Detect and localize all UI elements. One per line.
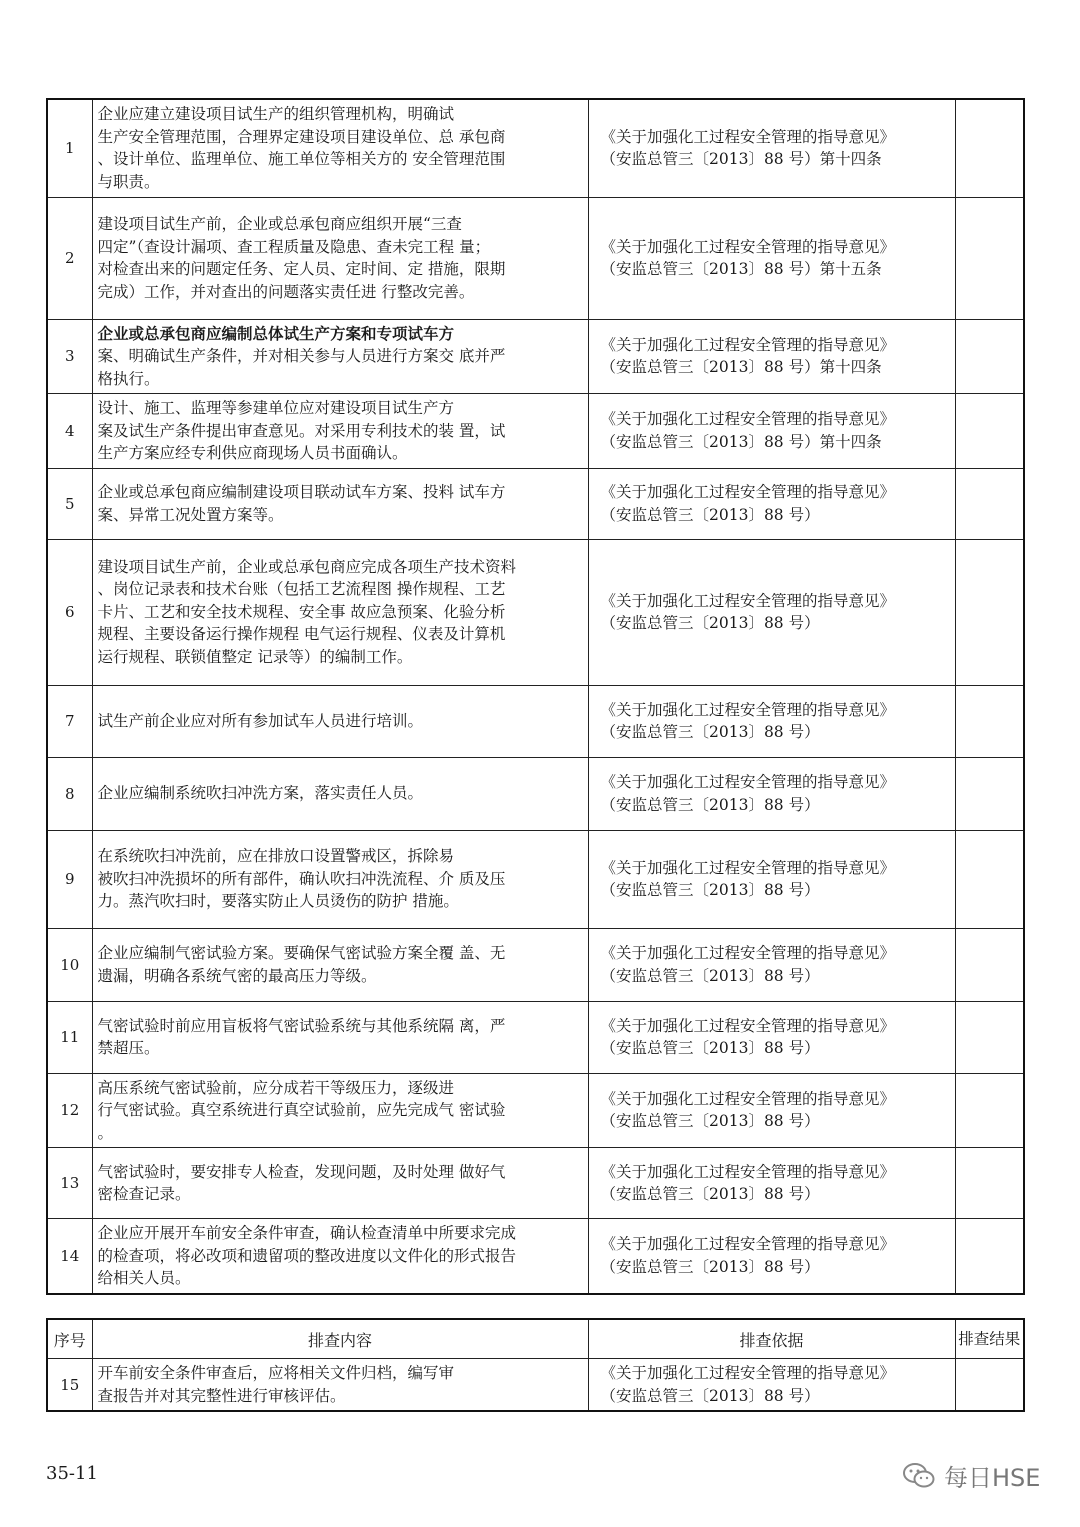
row-result[interactable] xyxy=(955,1219,1024,1294)
row-number: 9 xyxy=(47,830,92,928)
row-content xyxy=(92,685,588,757)
basis-line: （安监总管三〔2013〕88 号） xyxy=(600,1386,820,1405)
content-line: 生产方案应经专利供应商现场人员书面确认。 xyxy=(97,444,408,462)
content-line: 运行规程、联锁值整定 记录等）的编制工作。 xyxy=(97,647,413,666)
row-result[interactable] xyxy=(955,1001,1024,1073)
row-result[interactable] xyxy=(955,685,1024,757)
row-basis xyxy=(588,468,955,539)
content-line: 建设项目试生产前，企业或总承包商应组织开展“三查 xyxy=(97,215,462,233)
table-row xyxy=(47,1001,1024,1073)
basis-line: （安监总管三〔2013〕88 号） xyxy=(600,966,820,985)
content-line: 力。蒸汽吹扫时，要落实防止人员烫伤的防护 措施。 xyxy=(97,892,459,911)
content-line: 生产安全管理范围，合理界定建设项目建设单位、总 承包商 xyxy=(97,127,506,146)
row-result[interactable] xyxy=(955,319,1024,394)
row-content xyxy=(92,830,588,928)
row-basis xyxy=(588,394,955,469)
row-content xyxy=(92,1073,588,1148)
basis-line: 《关于加强化工过程安全管理的指导意见》 xyxy=(600,1364,896,1382)
row-number: 8 xyxy=(47,757,92,830)
table-row xyxy=(47,1219,1024,1294)
watermark-text: 每日HSE xyxy=(944,1464,1041,1492)
header-content: 排查内容 xyxy=(92,1319,588,1359)
basis-line: 《关于加强化工过程安全管理的指导意见》 xyxy=(600,335,896,354)
row-content xyxy=(92,1359,588,1412)
basis-line: （安监总管三〔2013〕88 号） xyxy=(600,614,820,632)
basis-line: 《关于加强化工过程安全管理的指导意见》 xyxy=(600,858,896,877)
content-line: 在系统吹扫冲洗前，应在排放口设置警戒区，拆除易 xyxy=(97,847,455,866)
basis-line: （安监总管三〔2013〕88 号）第十四条 xyxy=(600,358,882,377)
table-row xyxy=(47,539,1024,685)
content-line: 、设计单位、监理单位、施工单位等相关方的 安全管理范围 xyxy=(97,150,506,169)
basis-line: （安监总管三〔2013〕88 号） xyxy=(600,723,820,741)
row-basis xyxy=(588,1001,955,1073)
header-basis: 排查依据 xyxy=(588,1319,955,1359)
content-line: 企业应编制气密试验方案。要确保气密试验方案全覆 盖、无 xyxy=(97,944,506,962)
basis-line: （安监总管三〔2013〕88 号）第十四条 xyxy=(600,432,882,451)
content-line: 、岗位记录表和技术台账（包括工艺流程图 操作规程、工艺 xyxy=(97,580,506,599)
row-basis xyxy=(588,1219,955,1294)
page-number: 35-11 xyxy=(46,1463,98,1484)
content-line: 开车前安全条件审查后，应将相关文件归档，编写审 xyxy=(97,1364,455,1382)
table-row xyxy=(47,319,1024,394)
basis-line: 《关于加强化工过程安全管理的指导意见》 xyxy=(600,1089,896,1108)
content-line: 案、明确试生产条件，并对相关参与人员进行方案交 底并严 xyxy=(97,347,506,365)
content-line: 格执行。 xyxy=(97,369,160,388)
row-content xyxy=(92,539,588,685)
content-line: 遗漏，明确各系统气密的最高压力等级。 xyxy=(97,966,377,985)
header-number: 序号 xyxy=(47,1319,92,1359)
row-number: 7 xyxy=(47,685,92,757)
content-line: 完成）工作，并对查出的问题落实责任进 行整改完善。 xyxy=(97,282,475,301)
row-result[interactable] xyxy=(955,468,1024,539)
table-row xyxy=(47,830,1024,928)
content-line: 气密试验时，要安排专人检查，发现问题，及时处理 做好气 xyxy=(97,1162,506,1181)
content-line: 卡片、工艺和安全技术规程、安全事 故应急预案、化验分析 xyxy=(97,602,506,621)
content-line: 企业或总承包商应编制建设项目联动试车方案、投料 试车方 xyxy=(97,483,506,501)
table-row xyxy=(47,197,1024,319)
content-line: 企业应开展开车前安全条件审查，确认检查清单中所要求完成 xyxy=(97,1224,517,1242)
header-result: 排查结果 xyxy=(955,1319,1024,1359)
row-number: 5 xyxy=(47,468,92,539)
content-line: 规程、主要设备运行操作规程 电气运行规程、仪表及计算机 xyxy=(97,625,506,644)
row-content xyxy=(92,1148,588,1219)
row-number: 12 xyxy=(47,1073,92,1148)
checklist-table-continued xyxy=(46,1318,1025,1412)
row-basis xyxy=(588,99,955,197)
row-result[interactable] xyxy=(955,928,1024,1001)
row-number: 11 xyxy=(47,1001,92,1073)
row-content xyxy=(92,1001,588,1073)
row-content xyxy=(92,319,588,394)
table-row xyxy=(47,1359,1024,1412)
row-number: 4 xyxy=(47,394,92,469)
content-line: 高压系统气密试验前，应分成若干等级压力，逐级进 xyxy=(97,1078,455,1097)
row-basis xyxy=(588,1073,955,1148)
basis-line: （安监总管三〔2013〕88 号） xyxy=(600,1185,820,1203)
row-basis xyxy=(588,197,955,319)
checklist-table xyxy=(46,98,1025,1295)
row-content xyxy=(92,468,588,539)
watermark xyxy=(902,1458,1040,1493)
row-basis xyxy=(588,830,955,928)
basis-line: 《关于加强化工过程安全管理的指导意见》 xyxy=(600,591,896,610)
table-row xyxy=(47,685,1024,757)
row-number: 13 xyxy=(47,1148,92,1219)
table-row xyxy=(47,394,1024,469)
content-line: 被吹扫冲洗损坏的所有部件，确认吹扫冲洗流程、介 质及压 xyxy=(97,869,506,888)
table-row xyxy=(47,1148,1024,1219)
table-row xyxy=(47,99,1024,197)
basis-line: （安监总管三〔2013〕88 号） xyxy=(600,795,820,814)
basis-line: 《关于加强化工过程安全管理的指导意见》 xyxy=(600,483,896,501)
row-result[interactable] xyxy=(955,99,1024,197)
table-row xyxy=(47,468,1024,539)
content-line: 的检查项，将必改项和遗留项的整改进度以文件化的形式报告 xyxy=(97,1246,517,1265)
content-line: 企业或总承包商应编制总体试生产方案和专项试车方 xyxy=(97,323,455,343)
basis-line: 《关于加强化工过程安全管理的指导意见》 xyxy=(600,410,896,429)
basis-line: 《关于加强化工过程安全管理的指导意见》 xyxy=(600,1016,896,1035)
table-row xyxy=(47,757,1024,830)
row-number: 14 xyxy=(47,1219,92,1294)
row-basis xyxy=(588,757,955,830)
row-result[interactable] xyxy=(955,1359,1024,1412)
basis-line: 《关于加强化工过程安全管理的指导意见》 xyxy=(600,237,896,256)
basis-line: （安监总管三〔2013〕88 号）第十五条 xyxy=(600,260,882,278)
row-result[interactable] xyxy=(955,830,1024,928)
row-number: 10 xyxy=(47,928,92,1001)
row-number: 1 xyxy=(47,99,92,197)
content-line: 案及试生产条件提出审查意见。对采用专利技术的装 置，试 xyxy=(97,421,506,440)
row-content xyxy=(92,394,588,469)
content-line: 试生产前企业应对所有参加试车人员进行培训。 xyxy=(97,711,424,730)
basis-line: （安监总管三〔2013〕88 号） xyxy=(600,505,820,524)
row-number: 3 xyxy=(47,319,92,394)
basis-line: 《关于加强化工过程安全管理的指导意见》 xyxy=(600,700,896,719)
row-number: 15 xyxy=(47,1359,92,1412)
row-result[interactable] xyxy=(955,197,1024,319)
content-line: 案、异常工况处置方案等。 xyxy=(97,505,284,524)
row-basis xyxy=(588,1359,955,1412)
content-line: 与职责。 xyxy=(97,172,160,191)
wechat-icon xyxy=(902,1461,936,1491)
content-line: 禁超压。 xyxy=(97,1039,160,1057)
row-basis xyxy=(588,319,955,394)
content-line: 行气密试验。真空系统进行真空试验前，应先完成气 密试验 xyxy=(97,1101,506,1119)
row-result[interactable] xyxy=(955,1148,1024,1219)
header-row xyxy=(47,1319,1024,1359)
basis-line: （安监总管三〔2013〕88 号） xyxy=(600,1112,820,1131)
row-basis xyxy=(588,539,955,685)
basis-line: 《关于加强化工过程安全管理的指导意见》 xyxy=(600,127,896,146)
content-line: 企业应编制系统吹扫冲洗方案，落实责任人员。 xyxy=(97,784,424,803)
basis-line: （安监总管三〔2013〕88 号）第十四条 xyxy=(600,150,882,169)
row-content xyxy=(92,99,588,197)
row-result[interactable] xyxy=(955,394,1024,469)
row-basis xyxy=(588,685,955,757)
row-content xyxy=(92,928,588,1001)
content-line: 密检查记录。 xyxy=(97,1185,191,1203)
row-basis xyxy=(588,1148,955,1219)
content-line: 给相关人员。 xyxy=(97,1269,191,1287)
content-line: 气密试验时前应用盲板将气密试验系统与其他系统隔 离，严 xyxy=(97,1016,506,1035)
basis-line: （安监总管三〔2013〕88 号） xyxy=(600,1257,820,1276)
content-line: 企业应建立建设项目试生产的组织管理机构，明确试 xyxy=(97,105,455,124)
table-row xyxy=(47,1073,1024,1148)
table-row xyxy=(47,928,1024,1001)
content-line: 。 xyxy=(97,1123,114,1142)
row-basis xyxy=(588,928,955,1001)
row-result[interactable] xyxy=(955,539,1024,685)
content-line: 查报告并对其完整性进行审核评估。 xyxy=(97,1386,346,1405)
row-content xyxy=(92,197,588,319)
content-line: 设计、施工、监理等参建单位应对建设项目试生产方 xyxy=(97,399,455,417)
basis-line: 《关于加强化工过程安全管理的指导意见》 xyxy=(600,1235,896,1254)
row-content xyxy=(92,1219,588,1294)
basis-line: 《关于加强化工过程安全管理的指导意见》 xyxy=(600,944,896,962)
row-result[interactable] xyxy=(955,757,1024,830)
basis-line: 《关于加强化工过程安全管理的指导意见》 xyxy=(600,773,896,791)
row-result[interactable] xyxy=(955,1073,1024,1148)
basis-line: （安监总管三〔2013〕88 号） xyxy=(600,881,820,899)
basis-line: 《关于加强化工过程安全管理的指导意见》 xyxy=(600,1162,896,1181)
content-line: 对检查出来的问题定任务、定人员、定时间、定 措施，限期 xyxy=(97,260,506,278)
content-line: 四定”（查设计漏项、查工程质量及隐患、查未完工程 量； xyxy=(97,237,491,256)
basis-line: （安监总管三〔2013〕88 号） xyxy=(600,1039,820,1057)
row-number: 6 xyxy=(47,539,92,685)
row-number: 2 xyxy=(47,197,92,319)
row-content xyxy=(92,757,588,830)
content-line: 建设项目试生产前，企业或总承包商应完成各项生产技术资料 xyxy=(97,557,517,576)
